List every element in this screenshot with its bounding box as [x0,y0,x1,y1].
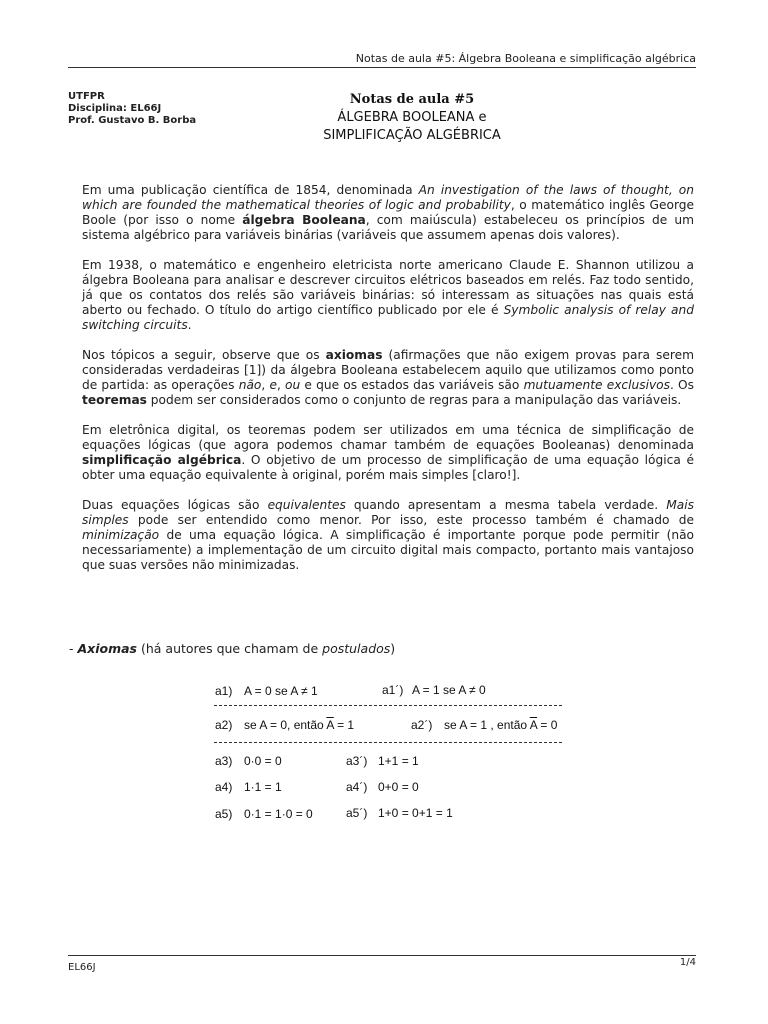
axiom-a2p-label: a2´) [411,718,433,732]
running-header: Notas de aula #5: Álgebra Booleana e simplificação algébrica [355,52,696,65]
axiom-a4p-label: a4´) [346,780,368,794]
emphasis-term: Mais simples [82,498,694,527]
title-line-1: ÁLGEBRA BOOLEANA e [337,110,487,125]
axiom-divider [214,742,562,743]
emphasis-term: teoremas [82,393,147,407]
emphasis-term: minimização [82,528,160,542]
axiom-a3-expression: 0·0 = 0 [244,754,282,768]
operation-term: ou [285,378,301,392]
institution-block [68,91,196,127]
paragraph-axioms [82,348,694,408]
book-title: An investigation of the laws of thought, on which are founded the mathematical theories of logic and probability [82,183,694,212]
professor-line: Prof. Gustavo B. Borba [68,115,197,126]
axiom-a1-expression: A = 0 se A ≠ 1 [244,684,318,698]
text-run: . Os [669,378,695,392]
article-title: Symbolic analysis of relay and switching circuits [82,303,694,332]
emphasis-term: equivalentes [267,498,346,512]
axiom-a5-expression: 0·1 = 1·0 = 0 [244,807,313,821]
text-run: = 1 [333,718,355,732]
section-title: Axiomas [77,641,137,656]
text-run: pode ser entendido como menor. Por isso, este processo também é chamado de [128,513,694,527]
axiom-a5p-expression: 1+0 = 0+1 = 1 [378,806,453,820]
axiom-a4p-expression: 0+0 = 0 [378,780,419,794]
bullet-dash: - [69,641,78,656]
negated-variable: $\overline{A}$ [529,718,538,732]
text-run: de uma equação lógica. A simplificação é importante porque pode permitir (não necessariamente) a implementação de um circuito digital mais compacto, portanto mais vantajoso que suas versões não minimizadas. [82,528,694,572]
axiomas-heading [69,641,395,656]
axiom-a1p-label: a1´) [382,683,404,697]
text-run: podem ser considerados como o conjunto de regras para a manipulação das variáveis. [146,393,682,407]
axiom-a2p-expression [444,718,557,732]
title-block [270,91,554,145]
axiom-divider [214,705,562,706]
text-run: , [276,378,286,392]
text-run: (há autores que chamam de [137,641,323,656]
operation-term: e [269,378,277,392]
body-text [82,183,694,588]
emphasis-term: axiomas [325,348,383,362]
axiom-a2-expression [244,718,354,732]
institution-name: UTFPR [68,91,105,102]
text-run: quando apresentam a mesma tabela verdade. [345,498,667,512]
header-rule [68,67,696,68]
footer-course-code: EL66J [68,962,96,973]
page-number: 1/4 [679,957,696,968]
text-run: Em eletrônica digital, os teoremas podem ser utilizados em uma técnica de simplificação de equações lógicas (que agora podemos chamar também de equações Booleanas) denominada [82,423,694,452]
text-run: , com maiúscula) estabeleceu os princípios de um sistema algébrico para variáveis binárias (variáveis que assumem apenas dois valores). [82,213,694,242]
text-run: = 0 [537,718,558,732]
text-run: . O objetivo de um processo de simplificação de uma equação lógica é obter uma equação equivalente à original, porém mais simples [claro!]. [82,453,695,482]
axiom-a3p-expression: 1+1 = 1 [378,754,419,768]
text-run: se A = 0, então [244,718,327,732]
negated-variable: $\overline{A}$ [326,718,334,732]
text-run: , o matemático inglês George Boole (por isso o nome [82,198,694,227]
text-run: . [187,318,192,332]
operation-term: não [238,378,262,392]
axiom-a1p-expression: A = 1 se A ≠ 0 [412,683,486,697]
text-run: Em 1938, o matemático e engenheiro eletricista norte americano Claude E. Shannon utilizou a álgebra Booleana para analisar e descrever circuitos elétricos baseados em relés. Faz todo sentido, já que os contatos dos relés são variáveis binárias: só interessam as situações nas quais está aberto ou fechado. O título do artigo científico publicado por ele é [82,258,694,317]
paragraph-equivalence [82,498,694,573]
axiom-a5-label: a5) [215,807,233,821]
footer-rule [68,955,696,956]
emphasis-term: postulados [322,641,391,656]
axiom-a5p-label: a5´) [346,806,368,820]
paragraph-boole [82,183,694,243]
axiom-a3p-label: a3´) [346,754,368,768]
text-run: Nos tópicos a seguir, observe que os [82,348,326,362]
axiom-a4-expression: 1·1 = 1 [244,780,282,794]
axiom-a4-label: a4) [215,780,233,794]
emphasis-term: mutuamente exclusivos [523,378,670,392]
paragraph-simplification [82,423,694,483]
text-run: , [261,378,270,392]
text-run: Em uma publicação científica de 1854, denominada [82,183,419,197]
title-line-2: SIMPLIFICAÇÃO ALGÉBRICA [323,128,501,143]
text-run: e que os estados das variáveis são [300,378,524,392]
text-run: (afirmações que não exigem provas para serem consideradas verdadeiras [1]) da álgebra Booleana estabelecem aquilo que utilizamos como ponto de partida: as operações [82,348,694,392]
axiom-a1-label: a1) [215,684,233,698]
course-line: Disciplina: EL66J [68,103,162,114]
axiom-a2-label: a2) [215,718,233,732]
text-run: se A = 1 , então [444,718,530,732]
axiom-a3-label: a3) [215,754,233,768]
text-run: Duas equações lógicas são [82,498,268,512]
emphasis-term: simplificação algébrica [82,453,242,467]
paragraph-shannon [82,258,694,333]
lecture-number: Notas de aula #5 [349,92,475,107]
emphasis-term: álgebra Booleana [242,213,366,227]
text-run: ) [390,641,396,656]
